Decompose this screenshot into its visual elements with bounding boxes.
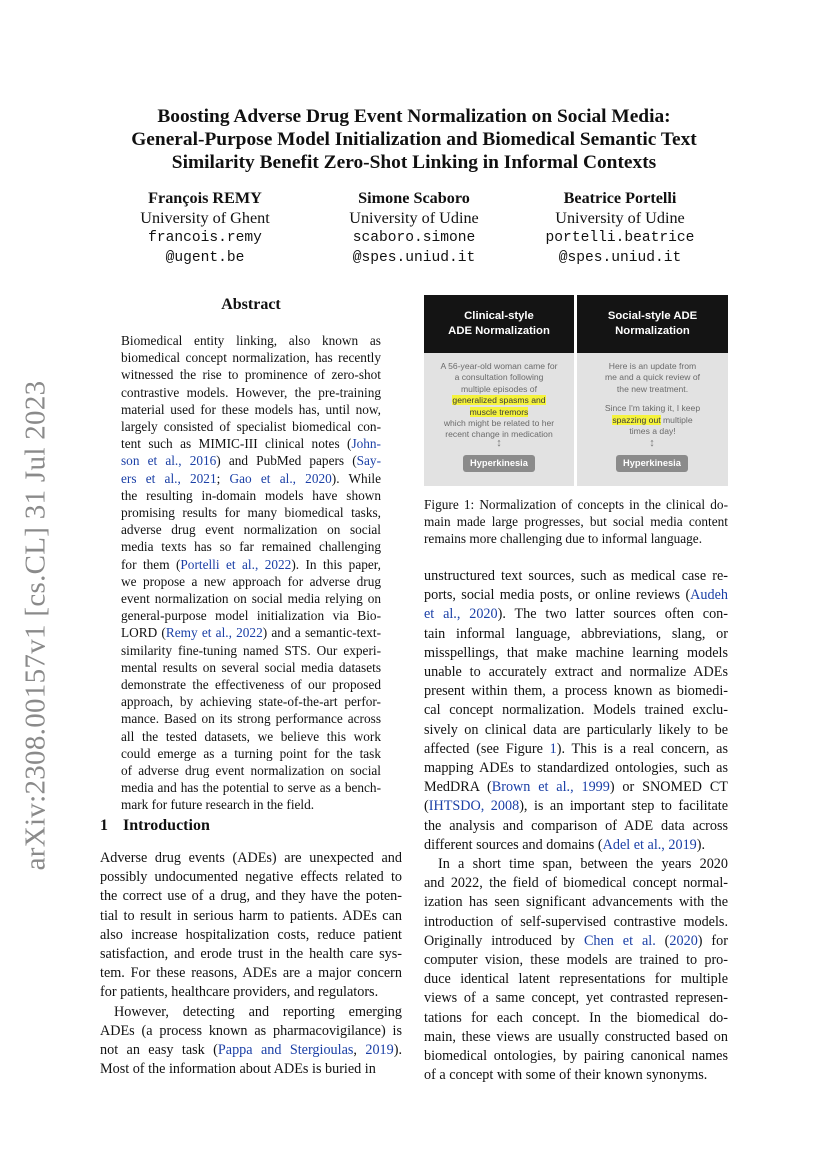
author-affiliation: University of Udine xyxy=(349,209,479,227)
text: affected (see Figure xyxy=(424,740,550,757)
text: ). xyxy=(393,1042,402,1059)
abstract-line: media and has the potential to serve as a bench- xyxy=(121,780,381,796)
body-line xyxy=(424,605,728,624)
body-line: biomedical ontologies, by pairing canonical names xyxy=(424,1048,728,1065)
caption-line: remains more challenging due to informal language. xyxy=(424,531,703,547)
figure-right-header xyxy=(577,295,728,353)
abstract-line: the resulting in-domain models have shown xyxy=(121,487,381,503)
title-line: General-Purpose Model Initialization and Biomedical Semantic Text xyxy=(131,129,697,150)
body-line: In a short time span, between the years 2020 xyxy=(438,856,728,873)
text: Originally introduced by xyxy=(424,932,584,949)
example-line: multiple xyxy=(660,414,693,425)
abstract-line: promising results for many biomedical tasks, xyxy=(121,505,381,521)
intro-left-column xyxy=(100,849,402,1079)
example-line: the new treatment. xyxy=(616,383,689,394)
text: ) and PubMed papers ( xyxy=(216,453,357,469)
text: ). While xyxy=(331,470,382,486)
author-affiliation: University of Ghent xyxy=(140,209,270,227)
body-line: the correct use of a drug, and they have the poten- xyxy=(100,888,402,905)
author-name: Beatrice Portelli xyxy=(563,189,677,207)
citation-link[interactable]: Remy et al., 2022 xyxy=(165,625,263,641)
citation-link[interactable]: Adel et al., 2019 xyxy=(602,836,697,853)
text: ( xyxy=(424,798,429,815)
body-line: also increase hospitalization costs, reduce patient xyxy=(100,926,402,943)
figure-left-header xyxy=(424,295,574,353)
caption-line: Figure 1: Normalization of concepts in the clinical do- xyxy=(424,497,728,512)
text: LORD ( xyxy=(121,625,166,641)
abstract-line: of adverse drug event normalization on social xyxy=(121,763,381,779)
body-line: satisfaction, and erode trust in the health care sys- xyxy=(100,946,402,963)
body-line xyxy=(424,932,728,951)
body-line: However, detecting and reporting emerging xyxy=(114,1003,402,1020)
intro-right-column xyxy=(424,567,728,1085)
abstract-line: approach, by achieving state-of-the-art perfor- xyxy=(121,694,381,710)
text: ) for xyxy=(697,932,728,949)
citation-link[interactable]: Pappa and Stergioulas xyxy=(217,1042,354,1059)
body-line: misspellings, that make machine learning models xyxy=(424,644,728,661)
text: tent such as MIMIC-III clinical notes ( xyxy=(121,436,352,452)
abstract-line: contrastive models. However, the pre-training xyxy=(121,384,381,400)
example-line: multiple episodes of xyxy=(461,383,537,394)
body-line: tain informal language, abbreviations, slang, or xyxy=(424,625,728,642)
body-line: views of a same concept, yet contrasted represen- xyxy=(424,990,728,1007)
abstract-line: Biomedical entity linking, also known as xyxy=(121,333,381,348)
text: ). In this paper, xyxy=(291,556,381,572)
figure-caption xyxy=(424,496,728,548)
author-email: francois.remy xyxy=(148,230,262,246)
text: ) and a semantic-text- xyxy=(262,625,381,641)
citation-link[interactable]: Portelli et al., 2022 xyxy=(180,556,292,572)
body-line: mapping ADEs to standardized ontologies, such as xyxy=(424,760,728,777)
author-email-domain: @spes.uniud.it xyxy=(352,250,476,266)
author-name: Simone Scaboro xyxy=(358,189,470,207)
body-line: for patients, healthcare providers, and regulators. xyxy=(100,984,379,1001)
author-block xyxy=(100,188,728,268)
body-line: tem. For these reasons, ADEs are a major concern xyxy=(100,965,402,982)
body-line: unstructured text sources, such as medical case re- xyxy=(424,568,728,584)
abstract-line xyxy=(121,435,381,452)
citation-link[interactable]: Audeh xyxy=(690,587,728,604)
body-line: main, these views are usually constructed based on xyxy=(424,1028,728,1045)
abstract-heading: Abstract xyxy=(221,296,281,313)
author-2 xyxy=(324,188,504,268)
author-email: scaboro.simone xyxy=(352,230,476,246)
abstract-line: material used for these models has, until now, xyxy=(121,401,381,417)
body-line: Most of the information about ADEs is buried in xyxy=(100,1061,376,1078)
body-line: sively on clinical data are particularly likely to be xyxy=(424,721,728,738)
body-line: tial to result in serious harm to patients. ADEs can xyxy=(100,907,402,924)
abstract-line: witnessed the rise to prominence of zero-shot xyxy=(121,367,381,383)
abstract-line: mental results on several social media datasets xyxy=(121,659,381,675)
citation-link[interactable]: ers et al., 2021 xyxy=(121,470,217,486)
abstract-line: media texts has so far remained challenging xyxy=(121,539,381,555)
author-affiliation: University of Udine xyxy=(555,209,685,227)
citation-link[interactable]: Gao et al., 2020 xyxy=(229,470,332,486)
text: ). This is a real concern, as xyxy=(556,740,728,757)
social-example-text xyxy=(579,361,726,437)
text: ; xyxy=(216,470,230,486)
title-line: Similarity Benefit Zero-Shot Linking in Informal Contexts xyxy=(171,152,657,173)
citation-link[interactable]: 2020 xyxy=(669,932,698,949)
example-line: which might be related to her xyxy=(443,418,555,429)
body-line: and 2022, the field of biomedical concept normal- xyxy=(424,875,728,892)
header-line: Clinical-style xyxy=(464,310,534,322)
citation-link[interactable]: Brown et al., 1999 xyxy=(491,779,610,796)
citation-link[interactable]: Chen et al. xyxy=(583,932,656,949)
body-line: present within them, a process known as biomedi- xyxy=(424,683,728,700)
concept-label: Hyperkinesia xyxy=(463,455,535,472)
abstract-line: event normalization on social media relying on xyxy=(121,591,381,607)
abstract-line: largely consisted of specialist biomedical con- xyxy=(121,419,381,435)
abstract-line xyxy=(121,556,381,573)
example-line: recent change in medication xyxy=(445,429,553,440)
abstract-line: mark for future research in the field. xyxy=(121,797,315,813)
body-line: introduction of self-supervised contrastive models. xyxy=(424,913,728,930)
text: ports, social media posts, or online reviews ( xyxy=(424,587,691,604)
figure-link[interactable]: 1 xyxy=(549,740,557,757)
body-line: tations for each concept. In the biomedical do- xyxy=(424,1009,728,1026)
arxiv-id: arXiv:2308.00157v1 [cs.CL] 31 Jul 2023 xyxy=(19,380,52,870)
body-line xyxy=(424,778,728,797)
citation-link[interactable]: 2019 xyxy=(365,1042,394,1059)
paper-title xyxy=(100,105,728,174)
arxiv-stamp xyxy=(14,375,58,875)
example-line: Since I'm taking it, I keep xyxy=(604,403,701,414)
body-line xyxy=(424,836,728,855)
highlighted-mention: spazzing out xyxy=(612,414,661,425)
header-line: ADE Normalization xyxy=(448,325,550,337)
example-line: me and a quick review of xyxy=(604,372,701,383)
example-line: A 56-year-old woman came for xyxy=(440,361,558,371)
text: ). xyxy=(696,836,706,853)
body-line xyxy=(424,740,728,759)
body-line xyxy=(424,797,728,816)
body-line xyxy=(100,1041,402,1060)
body-line: duce identical latent representations for multiple xyxy=(424,971,728,988)
up-down-arrow-icon: ↕ xyxy=(649,437,655,449)
example-line: a consultation following xyxy=(454,372,544,383)
body-line: cal concept normalization. Models trained exclu- xyxy=(424,702,728,719)
abstract-line: adverse drug event normalization on social xyxy=(121,522,381,538)
section-title: Introduction xyxy=(123,817,210,834)
author-email-domain: @ugent.be xyxy=(165,250,245,266)
section-number: 1 xyxy=(100,817,108,834)
author-email-domain: @spes.uniud.it xyxy=(558,250,682,266)
text: different sources and domains ( xyxy=(424,836,603,853)
header-line: Social-style ADE xyxy=(607,310,698,322)
author-name: François REMY xyxy=(148,189,262,207)
author-1 xyxy=(115,188,295,268)
body-line: ADEs (a process known as pharmacovigilance) is xyxy=(100,1022,402,1039)
text: , xyxy=(353,1042,366,1059)
example-line: Here is an update from xyxy=(608,361,697,371)
abstract-line xyxy=(121,624,381,641)
text: ) or SNOMED CT xyxy=(609,779,728,796)
abstract-line: demonstrate the effectiveness of our proposed xyxy=(121,677,381,693)
concept-label: Hyperkinesia xyxy=(616,455,688,472)
body-line: ization has seen significant advancements with the xyxy=(424,894,728,911)
figure-divider xyxy=(574,295,577,486)
body-line: of a concept with some of their known synonyms. xyxy=(424,1067,708,1084)
author-3 xyxy=(530,188,710,268)
body-line: the analysis and comparison of ADE data across xyxy=(424,817,728,834)
abstract-line: biomedical concept normalization, has recently xyxy=(121,350,381,366)
abstract-line xyxy=(121,452,381,469)
highlighted-mention: generalized spasms and xyxy=(452,395,546,406)
caption-line: main made large progresses, but social media content xyxy=(424,514,728,530)
citation-link[interactable]: IHTSDO, 2008 xyxy=(428,798,520,815)
abstract-line: general-purpose model initialization via Bio- xyxy=(121,608,381,624)
text: for them ( xyxy=(121,556,181,572)
text: ), is an important step to facilitate xyxy=(519,798,728,815)
up-down-arrow-icon: ↕ xyxy=(496,437,502,449)
author-email: portelli.beatrice xyxy=(545,230,695,246)
title-line: Boosting Adverse Drug Event Normalization on Social Media: xyxy=(157,106,671,127)
text: not an easy task ( xyxy=(100,1042,218,1059)
abstract-line: all the tested datasets, we believe this work xyxy=(121,728,381,744)
header-line: Normalization xyxy=(615,325,690,337)
body-line: computer vision, these models are trained to pro- xyxy=(424,952,728,969)
abstract-line xyxy=(121,470,381,487)
citation-link[interactable]: John- xyxy=(351,436,381,452)
section-heading xyxy=(100,817,210,835)
abstract-body xyxy=(121,332,381,814)
citation-link[interactable]: Say- xyxy=(356,453,381,469)
body-line: Adverse drug events (ADEs) are unexpected and xyxy=(100,850,402,866)
text: ( xyxy=(655,932,670,949)
citation-link[interactable]: son et al., 2016 xyxy=(121,453,217,469)
figure-1 xyxy=(424,295,728,486)
abstract-line: similarity fine-tuning named STS. Our experi- xyxy=(121,642,381,658)
highlighted-mention: muscle tremors xyxy=(469,406,529,417)
clinical-example-text xyxy=(426,361,572,441)
citation-link[interactable]: et al., 2020 xyxy=(424,606,498,623)
text: MedDRA ( xyxy=(424,779,492,796)
body-line: possibly undocumented negative effects related to xyxy=(100,869,402,886)
abstract-line: we propose a new approach for adverse drug xyxy=(121,573,381,589)
body-line: unable to accurately extract and normalize ADEs xyxy=(424,664,728,681)
abstract-line: mance. Based on its strong performance across xyxy=(121,711,381,727)
text: ). The two latter sources often con- xyxy=(497,606,728,623)
body-line xyxy=(424,586,728,605)
example-line: times a day! xyxy=(629,426,676,437)
abstract-line: could emerge as a turning point for the task xyxy=(121,745,381,761)
